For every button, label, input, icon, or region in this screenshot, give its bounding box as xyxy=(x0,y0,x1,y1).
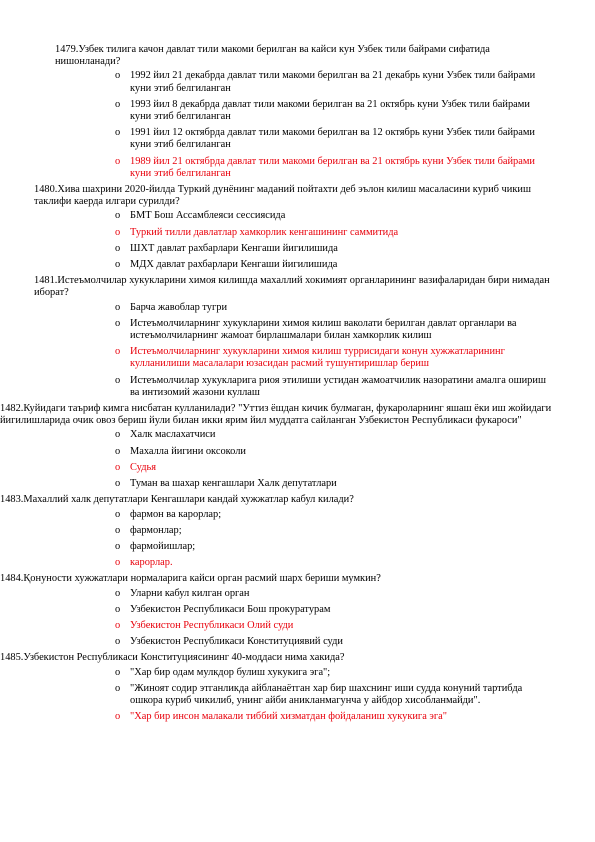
bullet-marker: o xyxy=(115,636,121,648)
answer-options-list xyxy=(0,70,595,180)
answer-option-text: МДХ давлат рахбарлари Кенгаши йигилишида xyxy=(130,259,338,271)
bullet-marker: o xyxy=(115,666,121,678)
answer-option-text: Истеъмолчиларнинг хукукларини химоя килиш туррисидаги конун хужжатларининг кулланилиши масалалари юзасидан расмий тушунтиришлар бериш xyxy=(130,346,505,370)
answer-option xyxy=(0,302,595,314)
answer-options-list xyxy=(0,667,595,724)
answer-option xyxy=(0,243,595,255)
answer-option-correct xyxy=(0,156,595,180)
answer-option-text: Узбекистон Республикаси Бош прокуратурам xyxy=(130,603,331,615)
question-text: 1482.Куйидаги таъриф кимга нисбатан кулланилади? "Уттиз ёшдан кичик булмаган, фукароларнинг яшаш ёки иш жойидаги йигилишларида очик овоз бериш йули билан икки ярим йил муддатга сайланган Узбекистон Республикаси фукароси" xyxy=(0,403,552,427)
answer-option-text: "Хар бир инсон малакали тиббий хизматдан фойдаланиш хукукига эга" xyxy=(130,711,447,723)
bullet-marker: o xyxy=(115,155,121,167)
answer-option-correct xyxy=(0,462,595,474)
answer-option xyxy=(0,667,595,679)
bullet-marker: o xyxy=(115,210,121,222)
answer-option-text: фармонлар; xyxy=(130,524,182,536)
answer-option xyxy=(0,541,595,553)
answer-option-text: 1991 йил 12 октябрда давлат тили макоми берилган ва 12 октябрь куни Узбек тили байрами куни этиб белгиланган xyxy=(130,127,535,151)
question-text: 1479.Узбек тилига качон давлат тили макоми берилган ва кайси кун Узбек тили байрами сифатида нишонланади? xyxy=(55,44,490,68)
bullet-marker: o xyxy=(115,619,121,631)
answer-option-text: 1989 йил 21 октябрда давлат тили макоми берилган ва 21 октябрь куни Узбек тили байрами куни этиб белгиланган xyxy=(130,155,535,179)
answer-options-list xyxy=(0,588,595,649)
answer-option xyxy=(0,446,595,458)
bullet-marker: o xyxy=(115,540,121,552)
answer-option-correct xyxy=(0,227,595,239)
answer-option-correct xyxy=(0,711,595,723)
answer-options-list xyxy=(0,302,595,399)
bullet-marker: o xyxy=(115,242,121,254)
bullet-marker: o xyxy=(115,70,121,82)
answer-option-correct xyxy=(0,557,595,569)
bullet-marker: o xyxy=(115,259,121,271)
answer-option xyxy=(0,70,595,94)
bullet-marker: o xyxy=(115,603,121,615)
bullet-marker: o xyxy=(115,682,121,694)
document-page xyxy=(0,44,595,727)
bullet-marker: o xyxy=(115,461,121,473)
answer-option xyxy=(0,588,595,600)
bullet-marker: o xyxy=(115,226,121,238)
question-text: 1485.Узбекистон Республикаси Конституциясининг 40-моддаси нима хакида? xyxy=(0,652,345,664)
answer-option-text: Судья xyxy=(130,461,157,473)
bullet-marker: o xyxy=(115,478,121,490)
bullet-marker: o xyxy=(115,98,121,110)
answer-options-list xyxy=(0,509,595,570)
bullet-marker: o xyxy=(115,524,121,536)
answer-option-text: Истеъмолчиларнинг хукукларини химоя килиш ваколати берилган давлат органлари ва истеъмолчиларнинг жамоат бирлашмалари билан хамкорлик килиш xyxy=(130,317,517,342)
answer-options-list xyxy=(0,429,595,490)
bullet-marker: o xyxy=(115,317,121,329)
answer-option xyxy=(0,478,595,490)
answer-option xyxy=(0,429,595,441)
answer-option-correct xyxy=(0,620,595,632)
answer-option xyxy=(0,375,595,399)
question-text: 1480.Хива шахрини 2020-йилда Туркий дунёнинг маданий пойтахти деб эълон килиш масаласини куриб чикиш таклифи каерда илгари сурилди? xyxy=(34,184,531,208)
answer-option-text: "Жиноят содир этганликда айбланаётган хар бир шахснинг иши судда конуний тартибда ошкора куриб чикилиб, унинг айби аникланмагунча у айбдор хисобланмайди". xyxy=(130,682,523,706)
answer-option-text: ШХТ давлат рахбарлари Кенгаши йигилишида xyxy=(130,242,338,254)
answer-option xyxy=(0,604,595,616)
answer-option xyxy=(0,525,595,537)
bullet-marker: o xyxy=(115,711,121,723)
bullet-marker: o xyxy=(115,508,121,520)
bullet-marker: o xyxy=(115,301,121,313)
answer-option-correct xyxy=(0,346,595,370)
question-text: 1483.Махаллий халк депутатлари Кенгашлари кандай хужжатлар кабул килади? xyxy=(0,494,354,506)
bullet-marker: o xyxy=(115,445,121,457)
answer-option xyxy=(0,318,595,342)
bullet-marker: o xyxy=(115,429,121,441)
answer-option-text: "Хар бир одам мулкдор булиш хукукига эга"; xyxy=(130,666,331,678)
answer-option-text: Уларни кабул килган орган xyxy=(130,587,250,599)
answer-option-text: Махалла йигини оксоколи xyxy=(130,445,246,457)
answer-option xyxy=(0,259,595,271)
answer-option-text: БМТ Бош Ассамблеяси сессиясида xyxy=(130,210,286,222)
question-text: 1484.Қонуности хужжатлари нормаларига кайси орган расмий шарх бериши мумкин? xyxy=(0,573,381,585)
answer-option-text: Узбекистон Республикаси Конституциявий суди xyxy=(130,636,343,648)
answer-option-text: Туркий тилли давлатлар хамкорлик кенгашининг саммитида xyxy=(130,226,399,238)
answer-options-list xyxy=(0,210,595,271)
answer-option xyxy=(0,127,595,151)
bullet-marker: o xyxy=(115,374,121,386)
answer-option xyxy=(0,509,595,521)
answer-option-text: Халк маслахатчиси xyxy=(130,429,216,441)
answer-option xyxy=(0,636,595,648)
answer-option-text: фармон ва карорлар; xyxy=(130,508,222,520)
answer-option-text: карорлар. xyxy=(130,557,173,569)
answer-option-text: Истеъмолчилар хукукларига риоя этилиши устидан жамоатчилик назоратини амалга ошириш ва интизомий жазони куллаш xyxy=(130,374,546,398)
bullet-marker: o xyxy=(115,587,121,599)
answer-option-text: фармойишлар; xyxy=(130,540,196,552)
answer-option xyxy=(0,99,595,123)
answer-option xyxy=(0,683,595,707)
answer-option-text: Туман ва шахар кенгашлари Халк депутатлари xyxy=(130,478,337,490)
bullet-marker: o xyxy=(115,346,121,358)
answer-option-text: 1992 йил 21 декабрда давлат тили макоми берилган ва 21 декабрь куни Узбек тили байрами куни этиб белгиланган xyxy=(130,70,536,94)
answer-option-text: 1993 йил 8 декабрда давлат тили макоми берилган ва 21 октябрь куни Узбек тили байрами куни этиб белгиланган xyxy=(130,98,530,123)
answer-option-text: Узбекистон Республикаси Олий суди xyxy=(130,619,294,631)
bullet-marker: o xyxy=(115,127,121,139)
question-text: 1481.Истеъмолчилар хукукларини химоя килишда махаллий хокимият органларининг вазифаларидан бири нимадан иборат? xyxy=(34,275,550,299)
answer-option xyxy=(0,210,595,222)
bullet-marker: o xyxy=(115,557,121,569)
answer-option-text: Барча жавоблар тугри xyxy=(130,301,228,313)
